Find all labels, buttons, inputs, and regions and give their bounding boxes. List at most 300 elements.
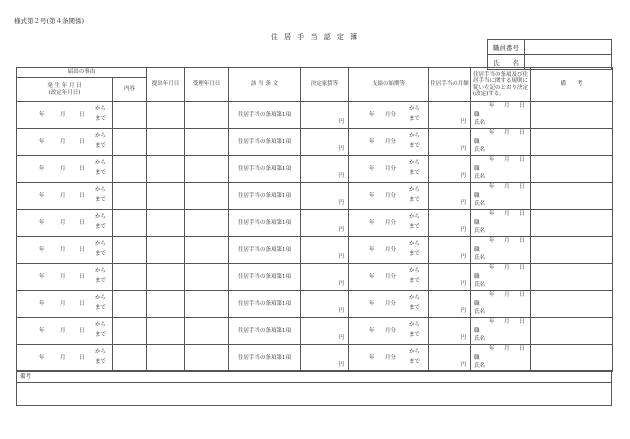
table-row <box>17 210 613 237</box>
year-label: 年 <box>39 139 45 145</box>
monthly-amount-cell[interactable] <box>429 183 471 210</box>
until-label: まで <box>95 170 107 176</box>
occurrence-date-cell[interactable] <box>17 183 113 210</box>
month-label: 月 <box>504 103 510 109</box>
month-period-label: 月分 <box>385 355 397 361</box>
yen-label: 円 <box>338 172 345 179</box>
received-date-cell[interactable] <box>185 129 229 156</box>
year-label: 年 <box>489 157 495 163</box>
from-label: から <box>95 160 107 166</box>
month-label: 月 <box>504 346 510 352</box>
monthly-amount-cell[interactable] <box>429 318 471 345</box>
payment-period-cell[interactable] <box>349 318 429 345</box>
occurrence-date-cell[interactable] <box>17 264 113 291</box>
until-label: まで <box>409 170 421 176</box>
day-label: 日 <box>519 346 525 352</box>
day-label: 日 <box>79 193 85 199</box>
occurrence-date-cell[interactable] <box>17 102 113 129</box>
month-label: 月 <box>60 355 66 361</box>
payment-period-cell[interactable] <box>349 102 429 129</box>
clause-text: 住居手当の条項第1項 <box>238 246 292 253</box>
month-label: 月 <box>504 211 510 217</box>
until-label: まで <box>409 278 421 284</box>
payment-period-cell[interactable] <box>349 183 429 210</box>
day-label: 日 <box>79 112 85 118</box>
day-label: 日 <box>79 355 85 361</box>
signer-name-label: 氏名 <box>474 201 486 207</box>
month-period-label: 月分 <box>385 139 397 145</box>
until-label: まで <box>95 305 107 311</box>
yen-label: 円 <box>460 118 467 125</box>
month-label: 月 <box>60 328 66 334</box>
decided-rent-cell[interactable] <box>301 183 349 210</box>
signer-name-label: 氏名 <box>474 309 486 315</box>
post-label: 職 <box>474 301 480 307</box>
yen-label: 円 <box>460 307 467 314</box>
until-label: まで <box>95 359 107 365</box>
monthly-amount-cell[interactable] <box>429 291 471 318</box>
year-label: 年 <box>489 292 495 298</box>
year-label: 年 <box>369 193 375 199</box>
table-row <box>17 102 613 129</box>
occurrence-date-cell[interactable] <box>17 237 113 264</box>
received-date-cell[interactable] <box>185 318 229 345</box>
year-label: 年 <box>39 355 45 361</box>
day-label: 日 <box>519 319 525 325</box>
decided-rent-cell[interactable] <box>301 102 349 129</box>
post-label: 職 <box>474 112 480 118</box>
month-label: 月 <box>60 274 66 280</box>
remarks-cell[interactable] <box>531 210 613 237</box>
occurrence-date-cell[interactable] <box>17 210 113 237</box>
submitted-date-cell[interactable] <box>147 318 185 345</box>
employee-number-field[interactable] <box>525 40 612 55</box>
year-label: 年 <box>489 211 495 217</box>
remarks-cell[interactable] <box>531 183 613 210</box>
month-period-label: 月分 <box>385 301 397 307</box>
monthly-amount-cell[interactable] <box>429 264 471 291</box>
content-cell[interactable] <box>113 129 147 156</box>
table-row <box>17 318 613 345</box>
submitted-date-header: 提出年月日 <box>147 68 185 102</box>
until-label: まで <box>95 278 107 284</box>
submitted-date-cell[interactable] <box>147 264 185 291</box>
received-date-cell[interactable] <box>185 102 229 129</box>
applicable-clause-header: 該 当 条 文 <box>229 68 301 102</box>
content-cell[interactable] <box>113 318 147 345</box>
signer-name-label: 氏名 <box>474 174 486 180</box>
yen-label: 円 <box>338 361 345 368</box>
until-label: まで <box>409 251 421 257</box>
remarks-cell[interactable] <box>531 291 613 318</box>
until-label: まで <box>95 116 107 122</box>
year-label: 年 <box>39 112 45 118</box>
year-label: 年 <box>39 193 45 199</box>
table-row <box>17 291 613 318</box>
decision-cell[interactable] <box>471 183 531 210</box>
applicable-clause-cell[interactable] <box>229 183 301 210</box>
day-label: 日 <box>79 139 85 145</box>
occurrence-date-cell[interactable] <box>17 345 113 372</box>
payment-period-cell[interactable] <box>349 345 429 372</box>
applicable-clause-cell[interactable] <box>229 291 301 318</box>
month-period-label: 月分 <box>385 112 397 118</box>
occurrence-date-cell[interactable] <box>17 318 113 345</box>
from-label: から <box>95 322 107 328</box>
day-label: 日 <box>79 220 85 226</box>
month-label: 月 <box>504 292 510 298</box>
monthly-amount-cell[interactable] <box>429 102 471 129</box>
clause-text: 住居手当の条項第1項 <box>238 192 292 199</box>
month-label: 月 <box>504 319 510 325</box>
form-number-label: 様式第２号(第４条関係) <box>14 17 85 25</box>
occurrence-date-cell[interactable] <box>17 129 113 156</box>
yen-label: 円 <box>460 145 467 152</box>
decision-cell[interactable] <box>471 129 531 156</box>
year-label: 年 <box>369 355 375 361</box>
received-date-cell[interactable] <box>185 210 229 237</box>
yen-label: 円 <box>338 118 345 125</box>
year-label: 年 <box>489 184 495 190</box>
table-row <box>17 264 613 291</box>
yen-label: 円 <box>460 172 467 179</box>
table-row <box>17 129 613 156</box>
year-label: 年 <box>489 265 495 271</box>
month-label: 月 <box>504 265 510 271</box>
until-label: まで <box>409 224 421 230</box>
monthly-amount-header: 住居手当の月額 <box>429 68 471 102</box>
yen-label: 円 <box>338 280 345 287</box>
submitted-date-cell[interactable] <box>147 210 185 237</box>
received-date-cell[interactable] <box>185 156 229 183</box>
monthly-amount-cell[interactable] <box>429 210 471 237</box>
decision-cell[interactable] <box>471 291 531 318</box>
monthly-amount-cell[interactable] <box>429 156 471 183</box>
month-label: 月 <box>504 184 510 190</box>
submitted-date-cell[interactable] <box>147 129 185 156</box>
yen-label: 円 <box>338 307 345 314</box>
year-label: 年 <box>39 166 45 172</box>
yen-label: 円 <box>338 334 345 341</box>
day-label: 日 <box>519 103 525 109</box>
year-label: 年 <box>489 346 495 352</box>
decided-rent-cell[interactable] <box>301 237 349 264</box>
month-period-label: 月分 <box>385 274 397 280</box>
decision-cell[interactable] <box>471 102 531 129</box>
footer-notes-label: 備考 <box>17 371 612 383</box>
decision-cell[interactable] <box>471 156 531 183</box>
clause-text: 住居手当の条項第1項 <box>238 165 292 172</box>
table-row <box>17 183 613 210</box>
employee-info-table <box>487 39 612 70</box>
until-label: まで <box>95 197 107 203</box>
monthly-amount-cell[interactable] <box>429 237 471 264</box>
decided-rent-cell[interactable] <box>301 210 349 237</box>
until-label: まで <box>409 116 421 122</box>
year-label: 年 <box>369 139 375 145</box>
content-cell[interactable] <box>113 264 147 291</box>
decision-header: 住居手当の条項及び住居手当に関する規則に従い左記のとおり決定(改定)する。 <box>471 68 531 102</box>
day-label: 日 <box>79 274 85 280</box>
monthly-amount-cell[interactable] <box>429 345 471 372</box>
remarks-cell[interactable] <box>531 264 613 291</box>
day-label: 日 <box>519 211 525 217</box>
year-label: 年 <box>369 112 375 118</box>
yen-label: 円 <box>460 199 467 206</box>
table-row <box>17 156 613 183</box>
applicable-clause-cell[interactable] <box>229 156 301 183</box>
year-label: 年 <box>39 247 45 253</box>
content-cell[interactable] <box>113 291 147 318</box>
yen-label: 円 <box>338 145 345 152</box>
decided-rent-cell[interactable] <box>301 291 349 318</box>
month-label: 月 <box>60 139 66 145</box>
month-label: 月 <box>60 301 66 307</box>
year-label: 年 <box>369 220 375 226</box>
from-label: から <box>409 241 421 247</box>
from-label: から <box>95 268 107 274</box>
payment-period-cell[interactable] <box>349 129 429 156</box>
occurrence-date-label: 発 生 年 月 日 <box>47 83 82 90</box>
year-label: 年 <box>369 328 375 334</box>
until-label: まで <box>95 251 107 257</box>
day-label: 日 <box>519 157 525 163</box>
post-label: 職 <box>474 166 480 172</box>
clause-text: 住居手当の条項第1項 <box>238 300 292 307</box>
day-label: 日 <box>519 292 525 298</box>
remarks-cell[interactable] <box>531 129 613 156</box>
yen-label: 円 <box>338 199 345 206</box>
month-label: 月 <box>504 238 510 244</box>
from-label: から <box>409 133 421 139</box>
from-label: から <box>95 241 107 247</box>
decided-rent-cell[interactable] <box>301 129 349 156</box>
received-date-cell[interactable] <box>185 264 229 291</box>
received-date-header: 受理年月日 <box>185 68 229 102</box>
content-cell[interactable] <box>113 156 147 183</box>
month-label: 月 <box>60 112 66 118</box>
until-label: まで <box>409 332 421 338</box>
post-label: 職 <box>474 139 480 145</box>
until-label: まで <box>95 332 107 338</box>
remarks-cell[interactable] <box>531 156 613 183</box>
from-label: から <box>409 187 421 193</box>
until-label: まで <box>409 305 421 311</box>
signer-name-label: 氏名 <box>474 255 486 261</box>
clause-text: 住居手当の条項第1項 <box>238 111 292 118</box>
clause-text: 住居手当の条項第1項 <box>238 138 292 145</box>
until-label: まで <box>95 224 107 230</box>
content-header: 内容 <box>113 78 147 102</box>
year-label: 年 <box>489 319 495 325</box>
decided-rent-cell[interactable] <box>301 318 349 345</box>
clause-text: 住居手当の条項第1項 <box>238 273 292 280</box>
post-label: 職 <box>474 220 480 226</box>
received-date-cell[interactable] <box>185 237 229 264</box>
year-label: 年 <box>39 328 45 334</box>
content-cell[interactable] <box>113 237 147 264</box>
applicable-clause-cell[interactable] <box>229 129 301 156</box>
decided-rent-cell[interactable] <box>301 264 349 291</box>
post-label: 職 <box>474 355 480 361</box>
month-label: 月 <box>60 166 66 172</box>
occurrence-date-header <box>17 78 113 102</box>
footer-notes-table <box>16 370 612 406</box>
yen-label: 円 <box>460 361 467 368</box>
from-label: から <box>409 160 421 166</box>
year-label: 年 <box>39 301 45 307</box>
submitted-date-cell[interactable] <box>147 237 185 264</box>
signer-name-label: 氏名 <box>474 336 486 342</box>
signer-name-label: 氏名 <box>474 147 486 153</box>
year-label: 年 <box>489 130 495 136</box>
from-label: から <box>95 349 107 355</box>
yen-label: 円 <box>460 226 467 233</box>
year-label: 年 <box>489 103 495 109</box>
payment-period-cell[interactable] <box>349 210 429 237</box>
remarks-cell[interactable] <box>531 345 613 372</box>
month-period-label: 月分 <box>385 220 397 226</box>
applicable-clause-cell[interactable] <box>229 345 301 372</box>
month-period-label: 月分 <box>385 166 397 172</box>
page-title: 住 居 手 当 認 定 簿 <box>270 33 360 41</box>
post-label: 職 <box>474 274 480 280</box>
clause-text: 住居手当の条項第1項 <box>238 219 292 226</box>
submitted-date-cell[interactable] <box>147 156 185 183</box>
yen-label: 円 <box>460 334 467 341</box>
decided-rent-cell[interactable] <box>301 345 349 372</box>
year-label: 年 <box>369 166 375 172</box>
year-label: 年 <box>369 274 375 280</box>
submitted-date-cell[interactable] <box>147 183 185 210</box>
applicable-clause-cell[interactable] <box>229 237 301 264</box>
post-label: 職 <box>474 247 480 253</box>
signer-name-label: 氏名 <box>474 120 486 126</box>
from-label: から <box>409 349 421 355</box>
submitted-date-cell[interactable] <box>147 102 185 129</box>
occurrence-date-sub-label: (改定年月日) <box>48 89 81 96</box>
remarks-cell[interactable] <box>531 237 613 264</box>
content-cell[interactable] <box>113 183 147 210</box>
payment-period-header: 支給の始期等 <box>349 68 429 102</box>
occurrence-date-cell[interactable] <box>17 291 113 318</box>
signer-name-label: 氏名 <box>474 228 486 234</box>
employee-number-label: 職員番号 <box>488 40 525 55</box>
signer-name-label: 氏名 <box>474 363 486 369</box>
table-row <box>17 345 613 372</box>
remarks-cell[interactable] <box>531 102 613 129</box>
day-label: 日 <box>79 328 85 334</box>
from-label: から <box>409 214 421 220</box>
decision-cell[interactable] <box>471 264 531 291</box>
year-label: 年 <box>369 247 375 253</box>
yen-label: 円 <box>338 226 345 233</box>
month-label: 月 <box>60 193 66 199</box>
decision-cell[interactable] <box>471 210 531 237</box>
post-label: 職 <box>474 328 480 334</box>
clause-text: 住居手当の条項第1項 <box>238 354 292 361</box>
year-label: 年 <box>369 301 375 307</box>
until-label: まで <box>409 197 421 203</box>
payment-period-cell[interactable] <box>349 237 429 264</box>
from-label: から <box>95 187 107 193</box>
content-cell[interactable] <box>113 102 147 129</box>
from-label: から <box>95 214 107 220</box>
until-label: まで <box>409 143 421 149</box>
month-period-label: 月分 <box>385 193 397 199</box>
until-label: まで <box>409 359 421 365</box>
received-date-cell[interactable] <box>185 183 229 210</box>
monthly-amount-cell[interactable] <box>429 129 471 156</box>
from-label: から <box>409 106 421 112</box>
remarks-cell[interactable] <box>531 318 613 345</box>
decided-rent-header: 決定家賃等 <box>301 68 349 102</box>
signer-name-label: 氏名 <box>474 282 486 288</box>
remarks-header: 備 考 <box>531 68 613 102</box>
notification-reason-header: 届出の事由 <box>17 68 147 78</box>
decision-cell[interactable] <box>471 318 531 345</box>
from-label: から <box>95 295 107 301</box>
day-label: 日 <box>519 130 525 136</box>
year-label: 年 <box>489 238 495 244</box>
month-label: 月 <box>60 220 66 226</box>
from-label: から <box>409 268 421 274</box>
applicable-clause-cell[interactable] <box>229 210 301 237</box>
decided-rent-cell[interactable] <box>301 156 349 183</box>
until-label: まで <box>95 143 107 149</box>
applicable-clause-cell[interactable] <box>229 264 301 291</box>
year-label: 年 <box>39 220 45 226</box>
year-label: 年 <box>39 274 45 280</box>
allowance-register-table <box>16 67 613 372</box>
employee-name-label: 氏 名 <box>488 55 525 70</box>
day-label: 日 <box>79 301 85 307</box>
clause-text: 住居手当の条項第1項 <box>238 327 292 334</box>
month-period-label: 月分 <box>385 247 397 253</box>
yen-label: 円 <box>460 253 467 260</box>
from-label: から <box>409 295 421 301</box>
day-label: 日 <box>79 166 85 172</box>
from-label: から <box>409 322 421 328</box>
month-label: 月 <box>60 247 66 253</box>
occurrence-date-cell[interactable] <box>17 156 113 183</box>
yen-label: 円 <box>338 253 345 260</box>
from-label: から <box>95 133 107 139</box>
day-label: 日 <box>519 265 525 271</box>
received-date-cell[interactable] <box>185 291 229 318</box>
content-cell[interactable] <box>113 210 147 237</box>
payment-period-cell[interactable] <box>349 291 429 318</box>
footer-notes-field[interactable] <box>17 383 612 406</box>
table-row <box>17 237 613 264</box>
day-label: 日 <box>519 184 525 190</box>
day-label: 日 <box>519 238 525 244</box>
submitted-date-cell[interactable] <box>147 291 185 318</box>
applicable-clause-cell[interactable] <box>229 102 301 129</box>
content-cell[interactable] <box>113 345 147 372</box>
post-label: 職 <box>474 193 480 199</box>
received-date-cell[interactable] <box>185 345 229 372</box>
payment-period-cell[interactable] <box>349 264 429 291</box>
from-label: から <box>95 106 107 112</box>
month-label: 月 <box>504 130 510 136</box>
submitted-date-cell[interactable] <box>147 345 185 372</box>
decision-cell[interactable] <box>471 345 531 372</box>
applicable-clause-cell[interactable] <box>229 318 301 345</box>
payment-period-cell[interactable] <box>349 156 429 183</box>
month-period-label: 月分 <box>385 328 397 334</box>
decision-cell[interactable] <box>471 237 531 264</box>
